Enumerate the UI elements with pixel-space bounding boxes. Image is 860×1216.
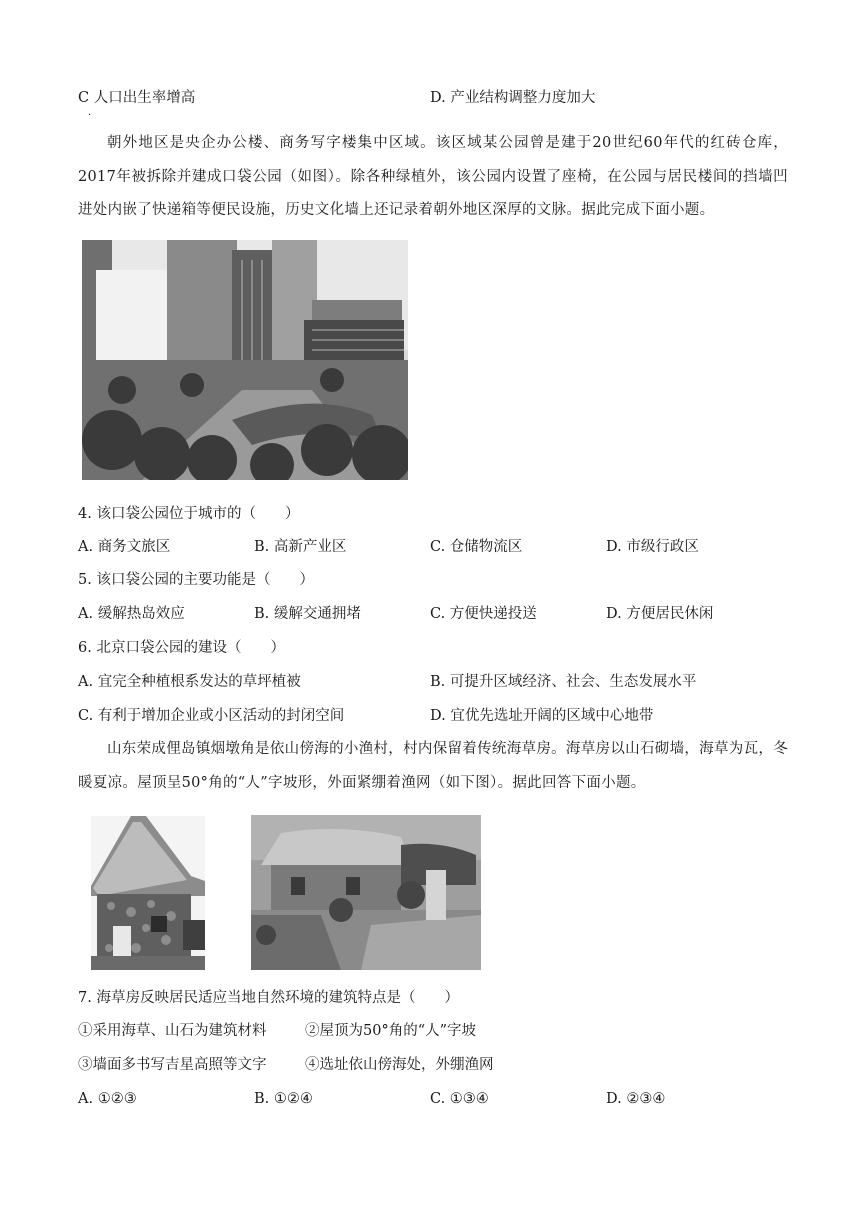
q6-option-b: B. 可提升区域经济、社会、生态发展水平: [430, 674, 697, 690]
q7-option-d: D. ②③④: [606, 1091, 666, 1107]
q6-option-d: D. 宜优先选址开阔的区域中心地带: [430, 708, 654, 724]
dot-mark: ·: [88, 110, 92, 121]
q6-option-a: A. 宜完全种植根系发达的草坪植被: [78, 674, 301, 690]
q5-option-a: A. 缓解热岛效应: [78, 606, 185, 622]
q7-stem: 7. 海草房反映居民适应当地自然环境的建筑特点是（ ）: [78, 990, 459, 1006]
q4-stem: 4. 该口袋公园位于城市的（ ）: [78, 506, 300, 522]
q6-stem: 6. 北京口袋公园的建设（ ）: [78, 640, 285, 656]
q7-option-b: B. ①②④: [254, 1091, 313, 1107]
q5-option-c: C. 方便快递投送: [430, 606, 537, 622]
pocket-park-photo: [82, 240, 408, 480]
q5-option-d: D. 方便居民休闲: [606, 606, 714, 622]
q4-option-a: A. 商务文旅区: [78, 539, 171, 555]
seaweed-house-photo-1: [91, 816, 205, 970]
q7-option-c: C. ①③④: [430, 1091, 489, 1107]
q7-statement-2: ②屋顶为50°角的“人”字坡: [305, 1023, 477, 1039]
q5-stem: 5. 该口袋公园的主要功能是（ ）: [78, 572, 314, 588]
q7-statement-1: ①采用海草、山石为建筑材料: [78, 1023, 267, 1039]
q7-statement-4: ④选址依山傍海处，外绷渔网: [305, 1057, 494, 1073]
q7-statement-3: ③墙面多书写吉星高照等文字: [78, 1057, 267, 1073]
q4-option-b: B. 高新产业区: [254, 539, 347, 555]
seaweed-house-photo-2: [251, 815, 481, 970]
q7-option-a: A. ①②③: [78, 1091, 137, 1107]
option-c-prev: C 人口出生率增高: [78, 90, 196, 106]
q4-option-c: C. 仓储物流区: [430, 539, 523, 555]
q6-option-c: C. 有利于增加企业或小区活动的封闭空间: [78, 708, 345, 724]
option-d-prev: D. 产业结构调整力度加大: [430, 90, 596, 106]
passage-pocket-park: 朝外地区是央企办公楼、商务写字楼集中区域。该区域某公园曾是建于20世纪60年代的红砖仓库，2017年被拆除并建成口袋公园（如图）。除各种绿植外，该公园内设置了座椅，在公园与居民楼间的挡墙凹进处内嵌了快递箱等便民设施，历史文化墙上还记录着朝外地区深厚的文脉。据此完成下面小题。: [78, 135, 788, 218]
passage-seaweed-house: 山东荣成俚岛镇烟墩角是依山傍海的小渔村，村内保留着传统海草房。海草房以山石砌墙，海草为瓦，冬暖夏凉。屋顶呈50°角的“人”字坡形，外面紧绷着渔网（如下图）。据此回答下面小题。: [78, 741, 788, 791]
q4-option-d: D. 市级行政区: [606, 539, 699, 555]
q5-option-b: B. 缓解交通拥堵: [254, 606, 361, 622]
